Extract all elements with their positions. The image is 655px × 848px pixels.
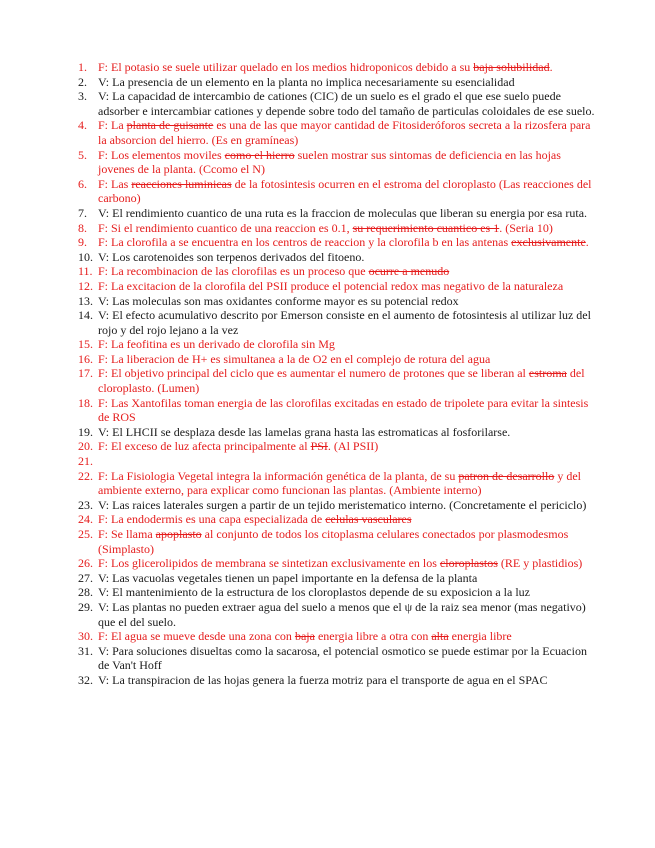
text-segment: y del ambiente externo, para explicar como funcionan las plantas. (Ambiente interno) [98, 468, 581, 498]
statement-item [78, 425, 595, 440]
item-number: 24. [78, 512, 93, 527]
text-segment: F: La recombinacion de las clorofilas es un proceso que [98, 264, 369, 279]
text-segment: es una de las que mayor cantidad de Fitosideróforos secreta a la rizosfera para la absorcion del hierro. (Es en gramíneas) [98, 118, 591, 147]
text-segment: energia libre [448, 629, 512, 644]
text-segment: F: El agua se mueve desde una zona con [98, 629, 295, 644]
text-segment: F: La feofitina es un derivado de clorofila sin Mg [98, 337, 335, 352]
text-segment: . [585, 235, 589, 250]
struck-text: reacciones luminicas [131, 176, 232, 191]
statement-item [78, 396, 595, 425]
item-text [98, 206, 587, 220]
text-segment: F: La liberacion de H+ es simultanea a la de O2 en el complejo de rotura del agua [98, 351, 491, 366]
item-text [98, 425, 510, 439]
item-number: 11. [78, 264, 93, 279]
item-text [98, 396, 588, 425]
item-number: 4. [78, 118, 87, 133]
text-segment: V: Las moleculas son mas oxidantes conforme mayor es su potencial redox [98, 293, 459, 308]
statement-item [78, 498, 595, 513]
item-number: 19. [78, 424, 93, 439]
item-number: 27. [78, 570, 93, 585]
statement-item [78, 585, 595, 600]
statement-item [78, 235, 595, 250]
statement-item [78, 600, 595, 629]
statement-item [78, 571, 595, 586]
struck-text: apoplasto [155, 527, 202, 541]
item-number: 23. [78, 497, 93, 512]
item-number: 16. [78, 351, 93, 366]
struck-text: estroma [528, 366, 567, 381]
statement-item [78, 644, 595, 673]
item-text [98, 337, 335, 351]
item-text [98, 75, 515, 89]
statement-item [78, 250, 595, 265]
text-segment: del cloroplasto. (Lumen) [98, 366, 585, 396]
text-segment: . [549, 60, 553, 74]
statement-item [78, 89, 595, 118]
item-text [98, 527, 568, 556]
struck-text: cloroplastos [439, 556, 498, 571]
item-text [98, 148, 561, 177]
statement-item [78, 60, 595, 75]
item-text [98, 294, 459, 308]
item-text [98, 89, 594, 118]
item-text [98, 556, 582, 570]
statement-item [78, 556, 595, 571]
statement-item [78, 527, 595, 556]
text-segment: F: La [98, 118, 127, 133]
item-number: 29. [78, 599, 93, 614]
item-number: 2. [78, 74, 87, 89]
item-text [98, 571, 477, 585]
struck-text: alta [431, 629, 449, 644]
item-number: 14. [78, 308, 93, 323]
item-number: 31. [78, 643, 93, 658]
item-number: 6. [78, 176, 87, 191]
struck-text: exclusivamente [511, 235, 586, 250]
item-text [98, 60, 553, 74]
item-number: 12. [78, 278, 93, 293]
statement-item [78, 629, 595, 644]
text-segment: (RE y plastidios) [497, 556, 583, 571]
item-number: 28. [78, 585, 93, 600]
item-text [98, 600, 586, 629]
text-segment: . (Seria 10) [499, 220, 553, 235]
item-text [98, 279, 563, 293]
text-segment: F: La Fisiologia Vegetal integra la información genética de la planta, de su [98, 468, 459, 483]
text-segment: F: El exceso de luz afecta principalmente al [98, 439, 311, 454]
text-segment: de la fotosintesis ocurren en el estroma del cloroplasto (Las reacciones del carbono) [98, 176, 592, 206]
text-segment: F: El potasio se suele utilizar quelado en los medios hidroponicos debido a su [98, 60, 474, 74]
statement-item [78, 469, 595, 498]
text-segment: F: La excitacion de la clorofila del PSII produce el potencial redox mas negativo de la naturaleza [98, 278, 564, 293]
statement-item [78, 206, 595, 221]
struck-text: baja solubilidad [473, 60, 550, 74]
item-number: 1. [78, 60, 87, 74]
statement-item [78, 264, 595, 279]
item-number: 15. [78, 337, 93, 352]
text-segment: V: El mantenimiento de la estructura de los cloroplastos depende de su exposicion a la luz [98, 585, 530, 600]
struck-text: celulas vasculares [325, 512, 412, 527]
statement-item [78, 177, 595, 206]
item-number: 5. [78, 147, 87, 162]
item-text [98, 673, 548, 687]
text-segment: V: El rendimiento cuantico de una ruta es la fraccion de moleculas que liberan su energia por esa ruta. [98, 205, 588, 220]
item-text [98, 235, 589, 249]
statement-item [78, 148, 595, 177]
statement-item [78, 454, 595, 469]
item-text [98, 221, 553, 235]
text-segment: V: Los carotenoides son terpenos derivados del fitoeno. [98, 249, 365, 264]
text-segment: F: Las [98, 176, 132, 191]
text-segment: V: La presencia de un elemento en la planta no implica necesariamente su esencialidad [98, 74, 515, 89]
text-segment: F: La endodermis es una capa especializada de [98, 512, 326, 527]
statement-item [78, 118, 595, 147]
statement-item [78, 512, 595, 527]
text-segment: V: El efecto acumulativo descrito por Emerson consiste en el aumento de fotosintesis al utilizar luz del rojo y del rojo lejano a la vez [98, 308, 591, 337]
text-segment: F: Las Xantofilas toman energia de las clorofilas excitadas en estado de tripolete para evitar la sintesis de ROS [98, 395, 589, 425]
item-number: 17. [78, 366, 93, 381]
item-number: 18. [78, 395, 93, 410]
struck-text: baja [294, 629, 315, 644]
struck-text: patron de desarrollo [458, 468, 555, 483]
statement-item [78, 352, 595, 367]
item-text [98, 585, 530, 599]
statement-item [78, 294, 595, 309]
item-number: 30. [78, 629, 93, 644]
statement-item [78, 221, 595, 236]
struck-text: su requerimiento cuantico es 1 [352, 220, 500, 235]
text-segment: F: Los elementos moviles [98, 147, 225, 162]
text-segment: V: Para soluciones disueltas como la sacarosa, el potencial osmotico se puede estimar por la Ecuacion de Van't Hoff [98, 643, 587, 673]
item-text [98, 352, 490, 366]
item-text [98, 512, 412, 526]
statement-item [78, 308, 595, 337]
item-text [98, 498, 586, 512]
item-text [98, 439, 378, 453]
text-segment: energia libre a otra con [314, 629, 432, 644]
statement-item [78, 673, 595, 688]
struck-text: PSI [310, 439, 328, 454]
item-number: 25. [78, 527, 93, 541]
text-segment: V: La capacidad de intercambio de cationes (CIC) de un suelo es el grado el que ese suelo puede adsorber e intercambiar cationes y depende sobre todo del tamaño de particulas coloidales de ese suelo. [98, 89, 595, 118]
statement-item [78, 366, 595, 395]
text-segment: V: Las vacuolas vegetales tienen un papel importante en la defensa de la planta [98, 570, 478, 585]
item-text [98, 629, 512, 643]
text-segment: F: El objetivo principal del ciclo que es aumentar el numero de protones que se liberan al [98, 366, 529, 381]
text-segment: F: La clorofila a se encuentra en los centros de reaccion y la clorofila b en las antenas [98, 235, 512, 250]
struck-text: como el hierro [224, 147, 295, 162]
item-text [98, 644, 587, 673]
item-number: 3. [78, 89, 87, 104]
text-segment: . (Al PSII) [327, 439, 379, 454]
statement-item [78, 75, 595, 90]
item-number: 9. [78, 235, 87, 250]
item-number: 22. [78, 468, 93, 483]
item-number: 13. [78, 293, 93, 308]
item-text [98, 308, 591, 337]
text-segment: F: Si el rendimiento cuantico de una reaccion es 0.1, [98, 220, 353, 235]
statement-item [78, 279, 595, 294]
statement-list [78, 60, 595, 688]
struck-text: ocurre a menudo [368, 264, 450, 279]
text-segment: F: Los glicerolipidos de membrana se sintetizan exclusivamente en los [98, 556, 440, 571]
item-text [98, 469, 581, 498]
statement-item [78, 337, 595, 352]
item-number: 8. [78, 220, 87, 235]
item-text [98, 264, 449, 278]
item-number: 21. [78, 454, 93, 469]
item-number: 20. [78, 439, 93, 454]
text-segment: suelen mostrar sus sintomas de deficiencia en las hojas jovenes de la planta. (Ccomo el N) [98, 147, 561, 177]
item-number: 10. [78, 249, 93, 264]
item-number: 32. [78, 672, 93, 687]
item-number: 7. [78, 205, 87, 220]
text-segment: V: Las plantas no pueden extraer agua del suelo a menos que el ψ de la raiz sea menor (mas negativo) que el del suelo. [98, 599, 586, 629]
item-text [98, 250, 364, 264]
item-number: 26. [78, 556, 93, 571]
struck-text: planta de guisante [126, 118, 214, 133]
text-segment: V: Las raices laterales surgen a partir de un tejido meristematico interno. (Concretamente el periciclo) [98, 497, 587, 512]
text-segment: al conjunto de todos los citoplasma celulares conectados por plasmodesmos (Simplasto) [98, 527, 569, 556]
text-segment: F: Se llama [98, 527, 156, 541]
statement-item [78, 439, 595, 454]
text-segment: V: La transpiracion de las hojas genera la fuerza motriz para el transporte de agua en el SPAC [98, 672, 548, 687]
item-text [98, 177, 592, 206]
item-text [98, 366, 585, 395]
item-text [98, 454, 101, 468]
text-segment: V: El LHCII se desplaza desde las lamelas grana hasta las estromaticas al fosforilarse. [98, 424, 511, 439]
item-text [98, 118, 591, 147]
